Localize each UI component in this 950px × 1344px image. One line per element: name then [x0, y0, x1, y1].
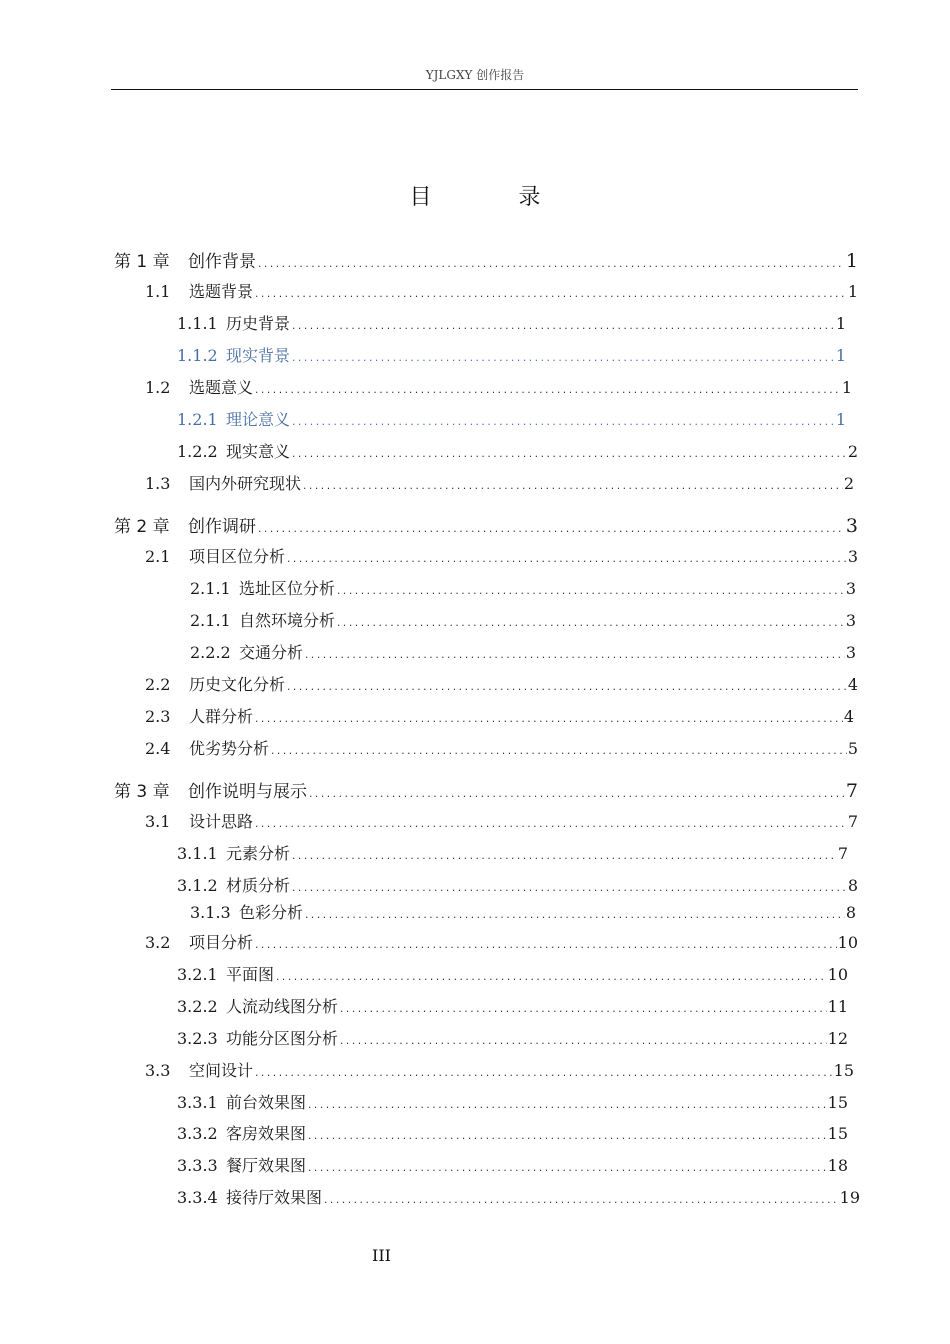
toc-entry-number: 3.3.2: [177, 1124, 218, 1143]
toc-entry-title: 人流动线图分析: [226, 997, 339, 1016]
toc-entry[interactable]: [177, 311, 846, 335]
toc-entry[interactable]: [145, 704, 854, 728]
toc-dot-leader: [257, 525, 845, 535]
toc-dot-leader: [308, 790, 845, 800]
toc-entry-number: 2.4: [145, 739, 171, 758]
toc-dot-leader: [323, 1196, 839, 1206]
toc-entry-page: 3: [847, 547, 858, 566]
toc-entry-page: 15: [833, 1061, 854, 1080]
toc-entry[interactable]: [145, 1058, 854, 1082]
toc-entry-title: 自然环境分析: [239, 611, 336, 630]
toc-entry[interactable]: [177, 1185, 860, 1209]
toc-dot-leader: [307, 1101, 827, 1111]
toc-entry-page: 10: [827, 965, 848, 984]
toc-dot-leader: [339, 1037, 827, 1047]
toc-entry-number: 3.1.3: [190, 903, 231, 922]
toc-entry-number: 3.2.3: [177, 1029, 218, 1048]
toc-entry[interactable]: [145, 736, 858, 760]
toc-entry-number: 3.2: [145, 933, 171, 952]
toc-entry[interactable]: [190, 640, 856, 664]
toc-entry-title: 交通分析: [239, 643, 304, 662]
toc-entry-number: 2.2: [145, 675, 171, 694]
toc-dot-leader: [339, 1005, 827, 1015]
toc-entry[interactable]: [145, 279, 858, 303]
toc-entry-number: 3.3.4: [177, 1188, 218, 1207]
toc-entry-title: 元素分析: [226, 844, 291, 863]
toc-entry-title: 平面图: [226, 965, 275, 984]
toc-entry-page: 3: [845, 515, 858, 537]
toc-entry-page: 4: [847, 675, 858, 694]
toc-dot-leader: [307, 1164, 827, 1174]
toc-entry-title: 前台效果图: [226, 1093, 307, 1112]
toc-entry-number: 1.3: [145, 474, 171, 493]
toc-entry[interactable]: [177, 962, 848, 986]
toc-chapter-entry[interactable]: [114, 512, 858, 536]
toc-entry-number: 第 2 章: [114, 517, 170, 537]
toc-entry-number: 3.3: [145, 1061, 171, 1080]
toc-entry-number: 1.2.2: [177, 442, 218, 461]
toc-dot-leader: [304, 651, 845, 661]
toc-entry[interactable]: [177, 841, 848, 865]
toc-entry[interactable]: [145, 672, 858, 696]
toc-entry-number: 3.1.1: [177, 844, 218, 863]
toc-entry-title: 现实意义: [226, 442, 291, 461]
toc-dot-leader: [291, 884, 847, 894]
toc-entry-page: 4: [843, 707, 854, 726]
toc-entry[interactable]: [177, 1026, 848, 1050]
toc-dot-leader: [286, 555, 847, 565]
toc-entry-title: 创作说明与展示: [188, 782, 307, 802]
toc-entry[interactable]: [177, 873, 858, 897]
toc-dot-leader: [254, 290, 847, 300]
toc-entry[interactable]: [190, 608, 856, 632]
toc-entry-page: 5: [847, 739, 858, 758]
toc-entry-page: 19: [839, 1188, 860, 1207]
toc-entry-page: 12: [827, 1029, 848, 1048]
toc-entry[interactable]: [145, 930, 858, 954]
toc-entry-title: 餐厅效果图: [226, 1156, 307, 1175]
toc-entry-number: 1.1.1: [177, 314, 218, 333]
toc-entry-number: 1.1: [145, 282, 171, 301]
toc-entry-title: 功能分区图分析: [226, 1029, 339, 1048]
toc-entry-page: 7: [847, 812, 858, 831]
toc-entry-number: 2.1.1: [190, 611, 231, 630]
toc-entry-number: 第 1 章: [114, 252, 170, 272]
toc-entry-page: 3: [845, 611, 856, 630]
toc-entry-title: 创作调研: [188, 517, 256, 537]
toc-entry-page: 1: [845, 250, 858, 272]
toc-dot-leader: [302, 482, 843, 492]
toc-entry-title: 理论意义: [226, 410, 291, 429]
page-number: III: [372, 1246, 391, 1265]
toc-entry-page: 10: [837, 933, 858, 952]
toc-entry-number: 1.1.2: [177, 346, 218, 365]
toc-entry-number: 3.3.1: [177, 1093, 218, 1112]
toc-dot-leader: [291, 322, 835, 332]
toc-entry[interactable]: [177, 439, 858, 463]
toc-entry-page: 7: [837, 844, 848, 863]
toc-entry[interactable]: [177, 994, 848, 1018]
toc-entry-page: 8: [847, 876, 858, 895]
toc-entry-page: 1: [835, 346, 846, 365]
toc-entry-number: 2.1: [145, 547, 171, 566]
toc-entry[interactable]: [145, 471, 854, 495]
toc-entry-page: 15: [827, 1124, 848, 1143]
toc-dot-leader: [257, 260, 845, 270]
toc-entry-title: 色彩分析: [239, 903, 304, 922]
toc-dot-leader: [336, 619, 845, 629]
toc-dot-leader: [286, 683, 847, 693]
toc-dot-leader: [291, 450, 847, 460]
toc-dot-leader: [336, 587, 845, 597]
toc-entry-page: 3: [845, 579, 856, 598]
toc-entry-number: 3.1.2: [177, 876, 218, 895]
toc-entry-title: 空间设计: [189, 1061, 254, 1080]
toc-entry-title: 优劣势分析: [189, 739, 270, 758]
toc-dot-leader: [275, 973, 827, 983]
toc-entry-page: 15: [827, 1093, 848, 1112]
toc-entry-title: 国内外研究现状: [189, 474, 302, 493]
toc-entry-number: 3.2.1: [177, 965, 218, 984]
toc-dot-leader: [291, 418, 835, 428]
toc-dot-leader: [304, 911, 845, 921]
toc-dot-leader: [291, 852, 837, 862]
toc-dot-leader: [307, 1132, 827, 1142]
toc-entry-number: 2.1.1: [190, 579, 231, 598]
toc-entry-title: 选址区位分析: [239, 579, 336, 598]
toc-entry-title: 历史文化分析: [189, 675, 286, 694]
toc-entry[interactable]: [177, 343, 846, 367]
toc-entry-page: 1: [841, 378, 852, 397]
toc-entry[interactable]: [177, 1121, 848, 1145]
toc-entry-title: 设计思路: [189, 812, 254, 831]
toc-entry-title: 项目区位分析: [189, 547, 286, 566]
toc-entry-title: 人群分析: [189, 707, 254, 726]
toc-entry[interactable]: [145, 544, 858, 568]
toc-entry[interactable]: [190, 900, 856, 924]
toc-entry-number: 1.2.1: [177, 410, 218, 429]
toc-entry-number: 3.3.3: [177, 1156, 218, 1175]
toc-dot-leader: [254, 1069, 833, 1079]
toc-entry-title: 接待厅效果图: [226, 1188, 323, 1207]
toc-entry-page: 11: [827, 997, 848, 1016]
toc-entry-page: 18: [827, 1156, 848, 1175]
toc-dot-leader: [254, 820, 847, 830]
page-header-title: YJLGXY 创作报告: [425, 68, 525, 82]
toc-dot-leader: [254, 386, 841, 396]
toc-entry-title: 选题背景: [189, 282, 254, 301]
toc-chapter-entry[interactable]: [114, 247, 858, 271]
toc-entry-number: 第 3 章: [114, 782, 170, 802]
toc-entry-title: 历史背景: [226, 314, 291, 333]
toc-entry-number: 1.2: [145, 378, 171, 397]
toc-entry-title: 创作背景: [188, 252, 256, 272]
toc-entry-page: 3: [845, 643, 856, 662]
toc-dot-leader: [270, 747, 847, 757]
toc-entry-page: 7: [845, 780, 858, 802]
toc-entry[interactable]: [177, 1153, 848, 1177]
toc-entry-number: 3.2.2: [177, 997, 218, 1016]
toc-entry-page: 1: [835, 314, 846, 333]
toc-entry-page: 2: [847, 442, 858, 461]
toc-title: 目 录: [409, 185, 581, 210]
toc-entry[interactable]: [145, 809, 858, 833]
toc-entry-page: 1: [847, 282, 858, 301]
toc-entry-page: 2: [843, 474, 854, 493]
toc-entry-page: 1: [835, 410, 846, 429]
toc-entry-number: 2.2.2: [190, 643, 231, 662]
toc-entry[interactable]: [145, 375, 852, 399]
toc-chapter-entry[interactable]: [114, 777, 858, 801]
toc-entry-page: 8: [845, 903, 856, 922]
toc-entry-number: 2.3: [145, 707, 171, 726]
toc-dot-leader: [254, 941, 837, 951]
toc-entry-title: 客房效果图: [226, 1124, 307, 1143]
header-rule: [111, 89, 858, 90]
toc-entry-title: 项目分析: [189, 933, 254, 952]
toc-entry-number: 3.1: [145, 812, 171, 831]
toc-entry-title: 现实背景: [226, 346, 291, 365]
toc-entry[interactable]: [177, 407, 846, 431]
toc-entry-title: 选题意义: [189, 378, 254, 397]
toc-dot-leader: [291, 354, 835, 364]
toc-dot-leader: [254, 715, 843, 725]
toc-entry[interactable]: [177, 1090, 848, 1114]
toc-entry-title: 材质分析: [226, 876, 291, 895]
toc-entry[interactable]: [190, 576, 856, 600]
